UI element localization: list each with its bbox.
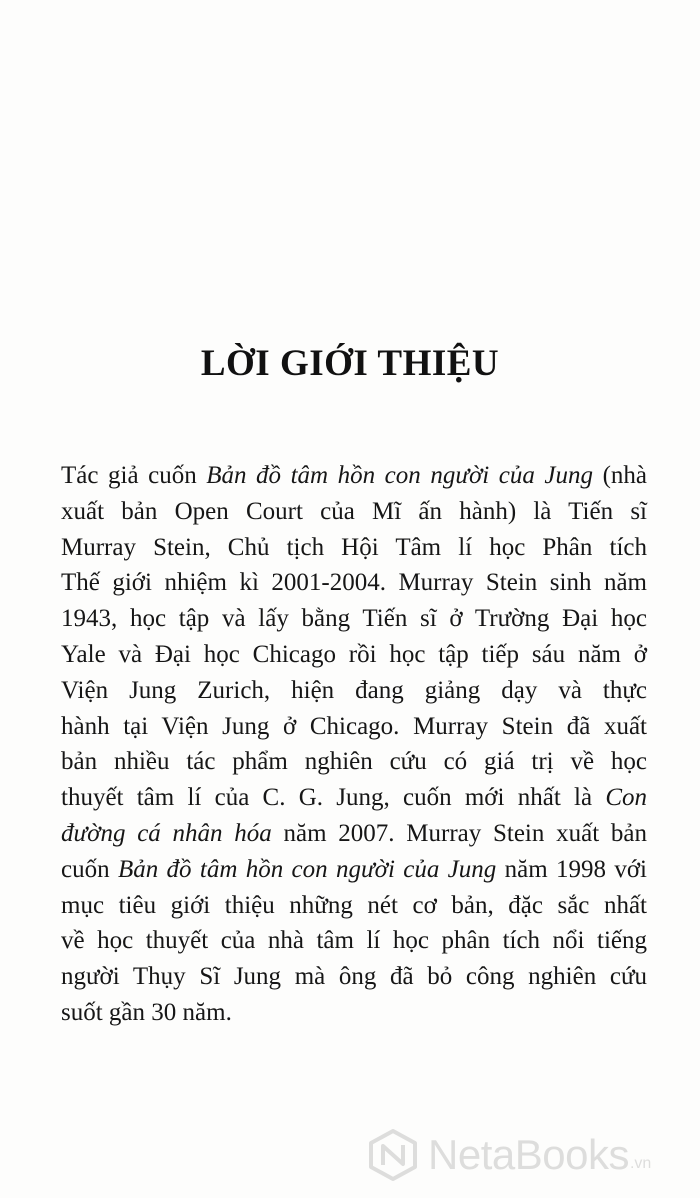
text-segment: Murray Stein, Chủ tịch Hội Tâm lí học Phân tích bbox=[61, 533, 647, 561]
text-segment: Thế giới nhiệm kì 2001-2004. Murray Stein sinh năm bbox=[61, 569, 647, 597]
text-line bbox=[61, 995, 647, 1031]
text-line bbox=[61, 852, 647, 888]
text-segment: Yale và Đại học Chicago rồi học tập tiếp sáu năm ở bbox=[61, 640, 647, 668]
text-line bbox=[61, 673, 647, 709]
text-segment: mục tiêu giới thiệu những nét cơ bản, đặc sắc nhất bbox=[61, 891, 647, 919]
netabooks-logo-icon bbox=[366, 1128, 420, 1182]
italic-title: đường cá nhân hóa bbox=[61, 819, 272, 847]
text-line bbox=[61, 780, 647, 816]
text-segment: năm 2007. Murray Stein xuất bản bbox=[271, 819, 647, 847]
text-line bbox=[61, 888, 647, 924]
italic-title: Bản đồ tâm hồn con người của Jung bbox=[117, 855, 497, 883]
text-line bbox=[61, 458, 647, 494]
text-segment: Viện Jung Zurich, hiện đang giảng dạy và thực bbox=[61, 676, 647, 704]
text-segment: xuất bản Open Court của Mĩ ấn hành) là Tiến sĩ bbox=[61, 497, 647, 525]
text-line bbox=[61, 601, 647, 637]
text-line bbox=[61, 923, 647, 959]
text-segment: 1943, học tập và lấy bằng Tiến sĩ ở Trường Đại học bbox=[61, 605, 647, 633]
text-segment: bản nhiều tác phẩm nghiên cứu có giá trị về học bbox=[61, 748, 647, 776]
text-segment: suốt gần 30 năm. bbox=[61, 998, 232, 1026]
text-line bbox=[61, 816, 647, 852]
text-segment: cuốn bbox=[61, 855, 118, 883]
text-segment: (nhà bbox=[593, 462, 647, 489]
italic-title: Bản đồ tâm hồn con người của Jung bbox=[206, 462, 594, 489]
watermark bbox=[366, 1125, 696, 1185]
body-paragraph bbox=[61, 458, 647, 1031]
text-segment: thuyết tâm lí của C. G. Jung, cuốn mới nhất là bbox=[61, 784, 606, 812]
text-segment: năm 1998 với bbox=[496, 855, 647, 883]
page-title: LỜI GIỚI THIỆU bbox=[200, 343, 500, 384]
watermark-suffix: .vn bbox=[629, 1155, 652, 1172]
text-segment: Tác giả cuốn bbox=[61, 462, 207, 489]
text-line bbox=[61, 744, 647, 780]
text-line bbox=[61, 530, 647, 566]
text-line bbox=[61, 565, 647, 601]
watermark-brand: NetaBooks bbox=[428, 1131, 629, 1178]
text-line bbox=[61, 637, 647, 673]
text-line bbox=[61, 709, 647, 745]
text-segment: hành tại Viện Jung ở Chicago. Murray Stein đã xuất bbox=[61, 712, 647, 740]
italic-title: Con bbox=[605, 784, 647, 812]
text-line bbox=[61, 494, 647, 530]
text-line bbox=[61, 959, 647, 995]
text-segment: người Thụy Sĩ Jung mà ông đã bỏ công nghiên cứu bbox=[61, 963, 647, 991]
text-segment: về học thuyết của nhà tâm lí học phân tích nổi tiếng bbox=[61, 927, 647, 955]
